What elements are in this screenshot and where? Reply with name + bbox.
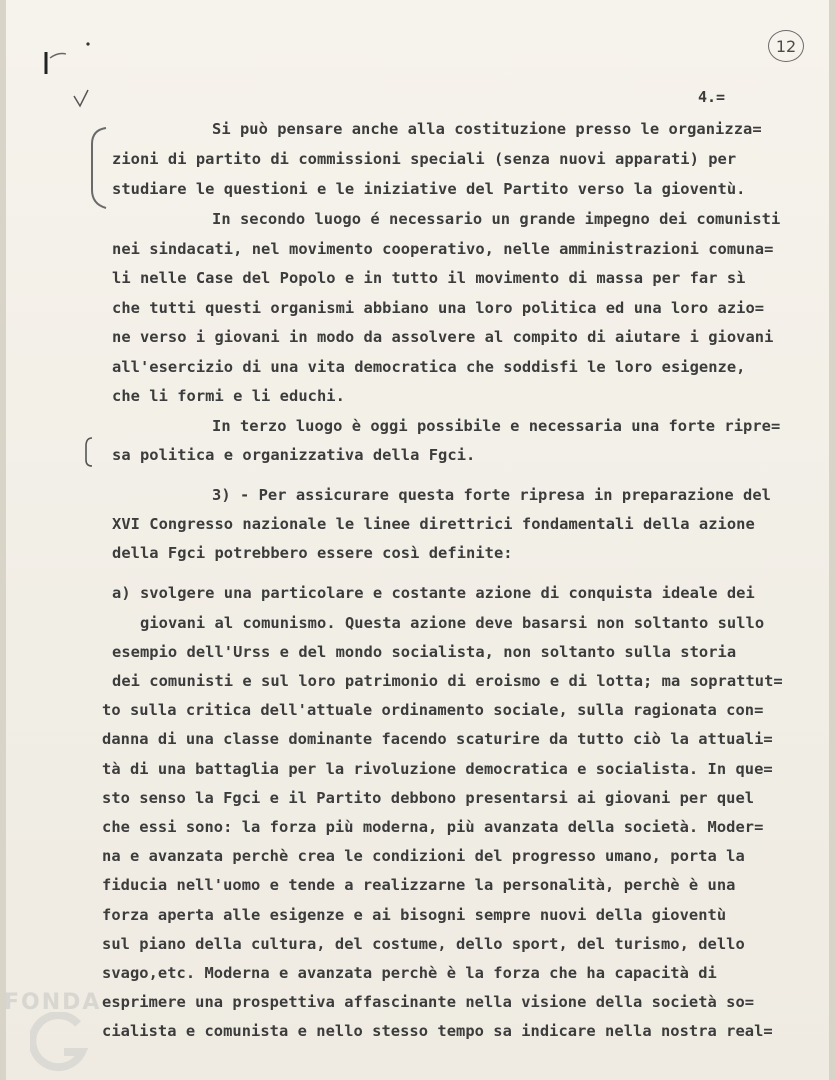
text-line: sa politica e organizzativa della Fgci. (112, 446, 476, 464)
page-right-edge (829, 0, 835, 1080)
handwritten-mark-icon (36, 38, 106, 82)
text-line: giovani al comunismo. Questa azione deve basarsi non soltanto sullo (140, 614, 765, 632)
text-line: esprimere una prospettiva affascinante nella visione della società so= (102, 993, 755, 1011)
text-line: XVI Congresso nazionale le linee direttrici fondamentali della azione (112, 515, 755, 533)
text-line: che essi sono: la forza più moderna, più avanzata della società. Moder= (102, 818, 764, 836)
text-line: sto senso la Fgci e il Partito debbono presentarsi ai giovani per quel (102, 789, 755, 807)
text-line: cialista e comunista e nello stesso tempo sa indicare nella nostra real= (102, 1022, 773, 1040)
sheet-number: 4.= (698, 88, 726, 106)
text-line: a) svolgere una particolare e costante azione di conquista ideale dei (112, 584, 755, 602)
text-line: li nelle Case del Popolo e in tutto il movimento di massa per far sì (112, 269, 746, 287)
watermark-logo-icon (30, 1012, 90, 1076)
text-line: che tutti questi organismi abbiano una loro politica ed una loro azio= (112, 299, 765, 317)
text-line: della Fgci potrebbero essere così definite: (112, 544, 513, 562)
text-line: In secondo luogo é necessario un grande impegno dei comunisti (212, 210, 781, 228)
text-line: na e avanzata perchè crea le condizioni del progresso umano, porta la (102, 847, 745, 865)
text-line: 3) - Per assicurare questa forte ripresa in preparazione del (212, 486, 771, 504)
page-left-edge (0, 0, 6, 1080)
watermark: FONDA (4, 990, 102, 1015)
text-line: nei sindacati, nel movimento cooperativo, nelle amministrazioni comuna= (112, 240, 774, 258)
bracket-mark-icon (86, 124, 110, 212)
text-line: danna di una classe dominante facendo scaturire da tutto ciò la attuali= (102, 730, 773, 748)
text-line: zioni di partito di commissioni speciali (senza nuovi apparati) per (112, 150, 737, 168)
text-line: fiducia nell'uomo e tende a realizzarne la personalità, perchè è una (102, 876, 736, 894)
text-line: forza aperta alle esigenze e ai bisogni sempre nuovi della gioventù (102, 906, 727, 924)
bracket-mark-small-icon (82, 434, 96, 470)
text-line: sul piano della cultura, del costume, dello sport, del turismo, dello (102, 935, 745, 953)
text-line: ne verso i giovani in modo da assolvere al compito di aiutare i giovani (112, 328, 774, 346)
text-line: studiare le questioni e le iniziative del Partito verso la gioventù. (112, 180, 746, 198)
text-line: all'esercizio di una vita democratica che soddisfi le loro esigenze, (112, 358, 746, 376)
text-line: to sulla critica dell'attuale ordinamento sociale, sulla ragionata con= (102, 701, 764, 719)
text-line: svago,etc. Moderna e avanzata perchè è la forza che ha capacità di (102, 964, 717, 982)
text-line: che li formi e li educhi. (112, 387, 345, 405)
text-line: dei comunisti e sul loro patrimonio di eroismo e di lotta; ma soprattut= (112, 672, 783, 690)
text-line: tà di una battaglia per la rivoluzione democratica e socialista. In que= (102, 760, 773, 778)
text-line: Si può pensare anche alla costituzione presso le organizza= (212, 120, 762, 138)
text-line: In terzo luogo è oggi possibile e necessaria una forte ripre= (212, 417, 781, 435)
checkmark-icon (72, 88, 92, 110)
text-line: esempio dell'Urss e del mondo socialista, non soltanto sulla storia (112, 643, 737, 661)
page-number-circle: 12 (768, 30, 804, 62)
